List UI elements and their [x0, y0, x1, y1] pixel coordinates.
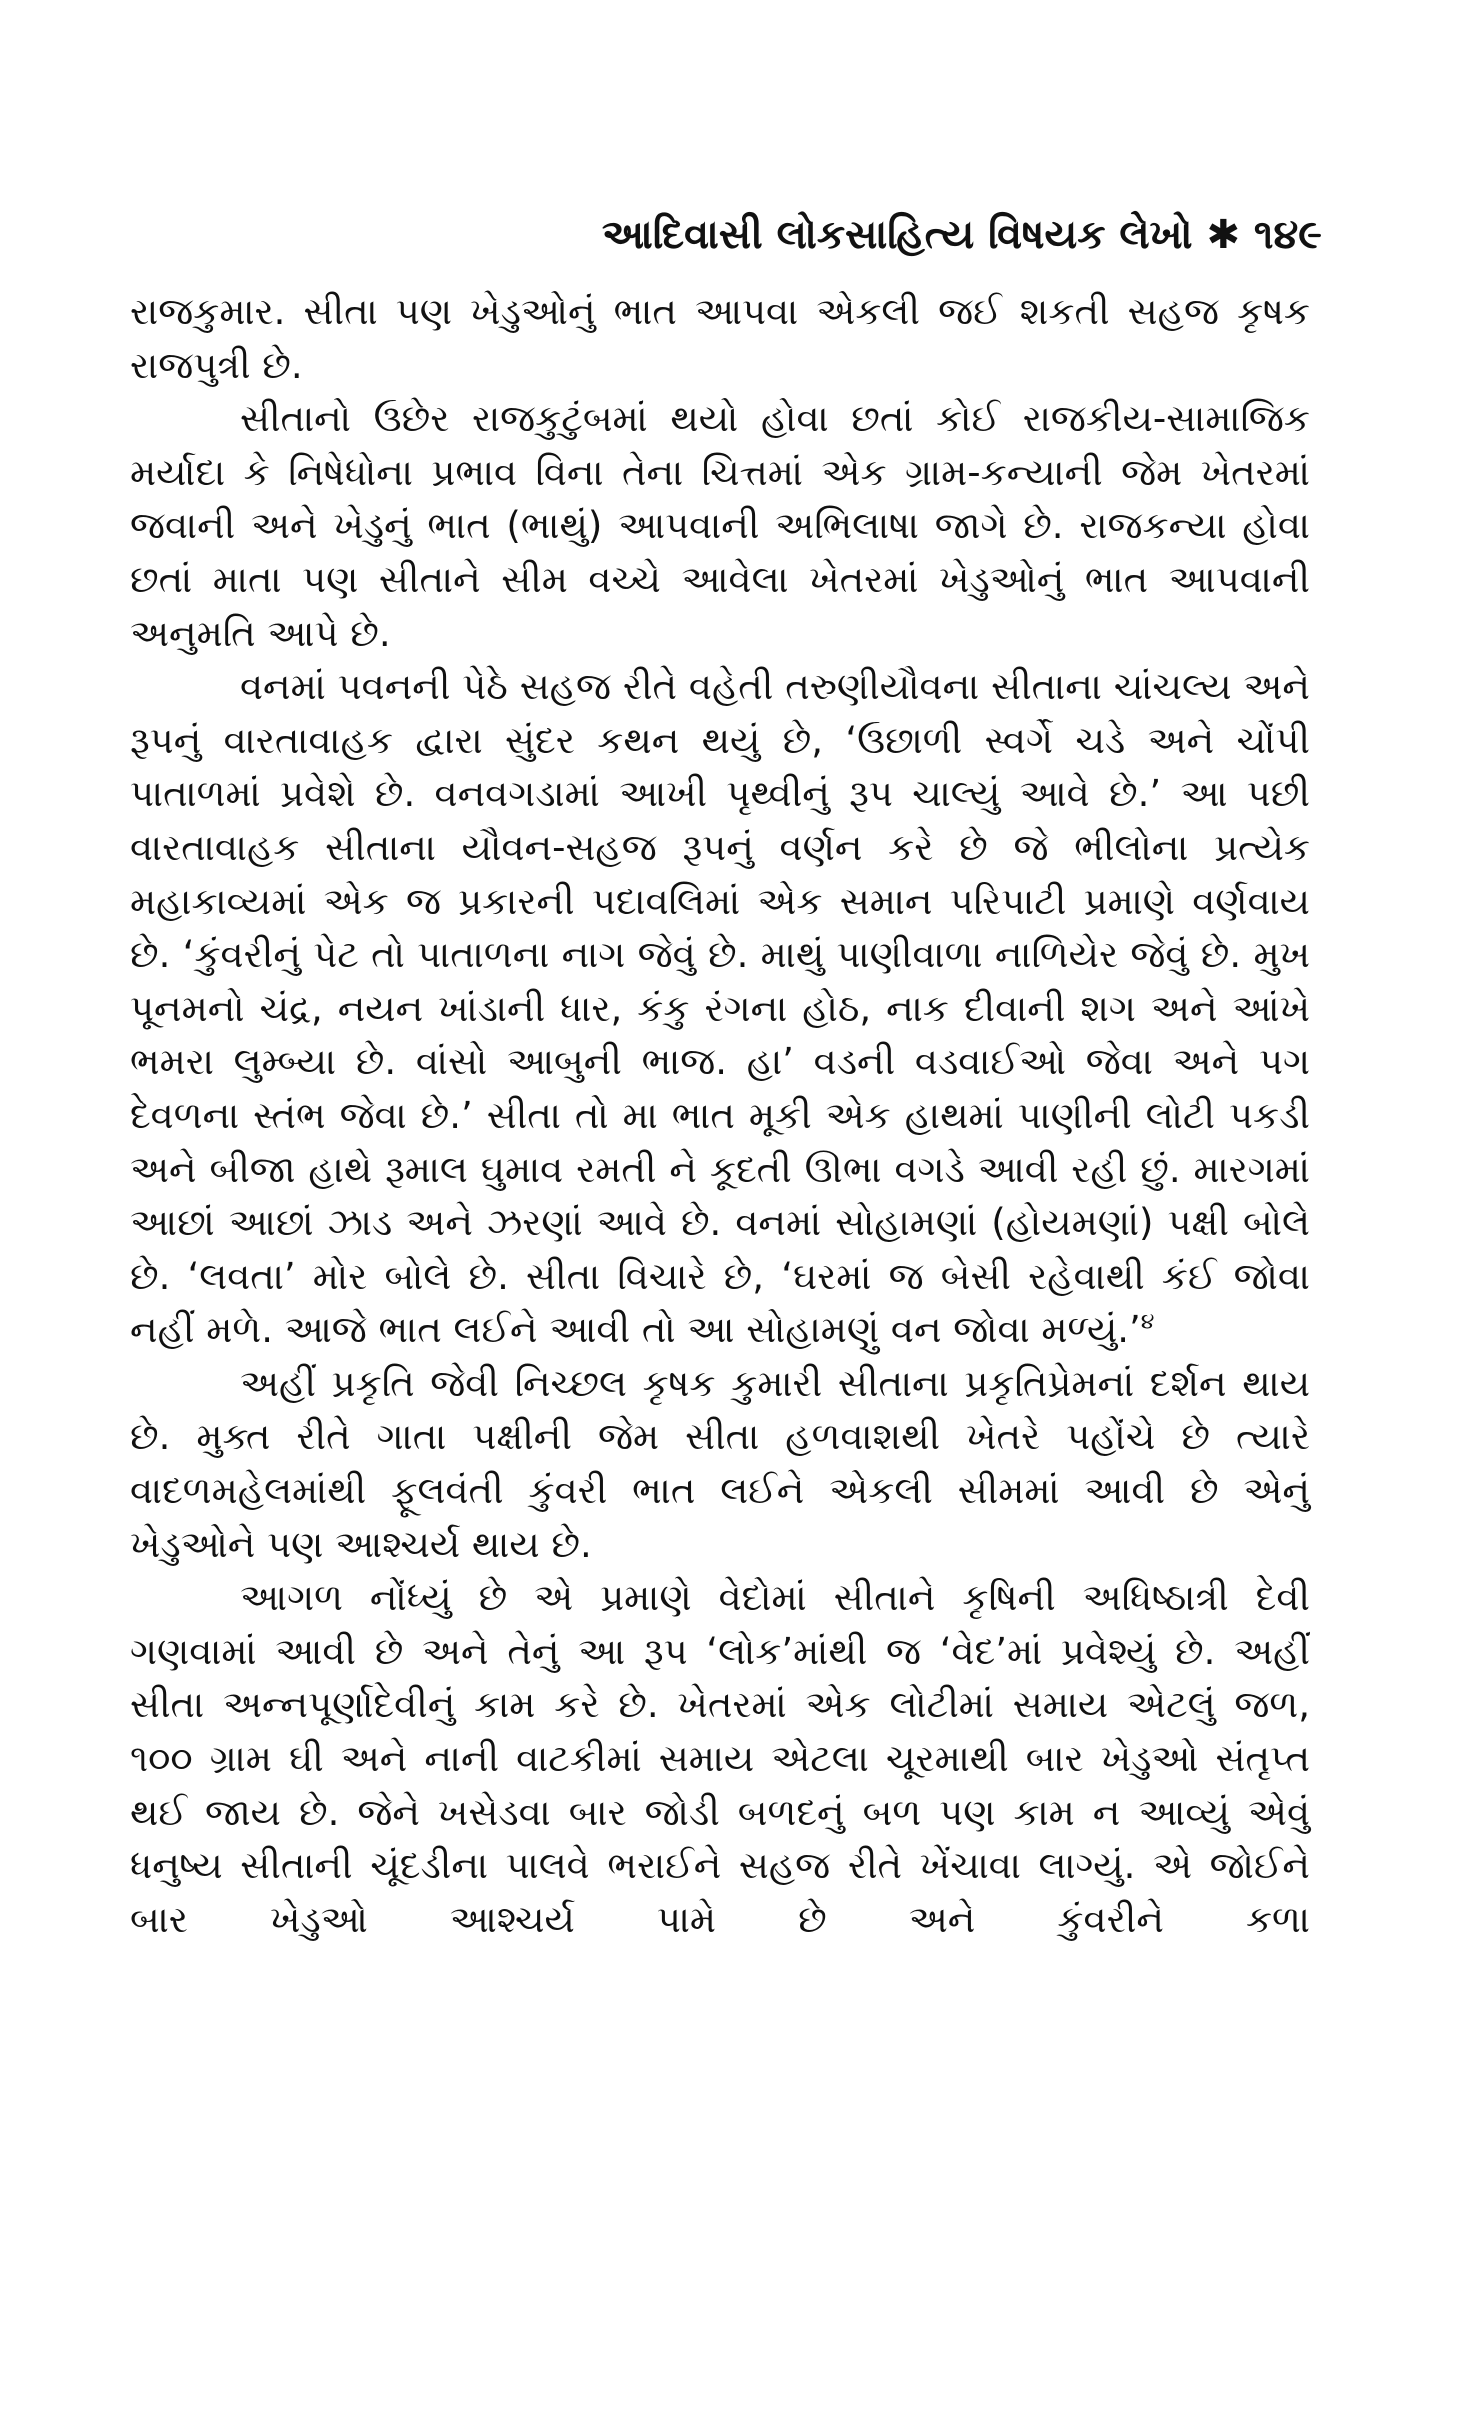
paragraph-3 — [130, 660, 1310, 1357]
asterisk-separator-icon: ✱ — [1206, 212, 1240, 258]
paragraph-4: અહીં પ્રકૃતિ જેવી નિચ્છલ કૃષક કુમારી સીતાના પ્રકૃતિપ્રેમનાં દર્શન થાય છે. મુક્ત રીતે ગાતા પક્ષીની જેમ સીતા હળવાશથી ખેતરે પહોંચે છે ત્યારે વાદળમહેલમાંથી ફૂલવંતી કુંવરી ભાત લઈને એકલી સીમમાં આવી છે એનું ખેડુઓને પણ આશ્ચર્ય થાય છે. — [130, 1361, 1310, 1566]
paragraph-3-text: વનમાં પવનની પેઠે સહજ રીતે વહેતી તરુણીયૌવના સીતાના ચાંચલ્ય અને રૂપનું વારતાવાહક દ્વારા સુંદર કથન થયું છે, ‘ઉછાળી સ્વર્ગે ચડે અને ચોંપી પાતાળમાં પ્રવેશે છે. વનવગડામાં આખી પૃથ્વીનું રૂપ ચાલ્યું આવે છે.’ આ પછી વારતાવાહક સીતાના યૌવન-સહજ રૂપનું વર્ણન કરે છે જે ભીલોના પ્રત્યેક મહાકાવ્યમાં એક જ પ્રકારની પદાવલિમાં એક સમાન પરિપાટી પ્રમાણે વર્ણવાય છે. ‘કુંવરીનું પેટ તો પાતાળના નાગ જેવું છે. માથું પાણીવાળા નાળિયેર જેવું છે. મુખ પૂનમનો ચંદ્ર, નયન ખાંડાની ધાર, કંકુ રંગના હોઠ, નાક દીવાની શગ અને આંખે ભમરા લુમ્બ્યા છે. વાંસો આબુની ભાજ. હા’ વડની વડવાઈઓ જેવા અને પગ દેવળના સ્તંભ જેવા છે.’ સીતા તો મા ભાત મૂકી એક હાથમાં પાણીની લોટી પકડી અને બીજા હાથે રૂમાલ ઘુમાવ રમતી ને કૂદતી ઊભા વગડે આવી રહી છું. મારગમાં આછાં આછાં ઝાડ અને ઝરણાં આવે છે. વનમાં સોહામણાં (હોયમણાં) પક્ષી બોલે છે. ‘લવતા’ મોર બોલે છે. સીતા વિચારે છે, ‘ઘરમાં જ બેસી રહેવાથી કંઈ જોવા નહીં મળે. આજે ભાત લઈને આવી તો આ સોહામણું વન જોવા મળ્યું.’ — [130, 665, 1310, 1352]
paragraph-2: સીતાનો ઉછેર રાજકુટુંબમાં થયો હોવા છતાં કોઈ રાજકીય-સામાજિક મર્યાદા કે નિષેધોના પ્રભાવ વિના તેના ચિત્તમાં એક ગ્રામ-કન્યાની જેમ ખેતરમાં જવાની અને ખેડુનું ભાત (ભાથું) આપવાની અભિલાષા જાગે છે. રાજકન્યા હોવા છતાં માતા પણ સીતાને સીમ વચ્ચે આવેલા ખેતરમાં ખેડુઓનું ભાત આપવાની અનુમતિ આપે છે. — [130, 397, 1310, 655]
paragraph-5: આગળ નોંધ્યું છે એ પ્રમાણે વેદોમાં સીતાને કૃષિની અધિષ્ઠાત્રી દેવી ગણવામાં આવી છે અને તેનું આ રૂપ ‘લોક’માંથી જ ‘વેદ’માં પ્રવેશ્યું છે. અહીં સીતા અન્નપૂર્ણાદેવીનું કામ કરે છે. ખેતરમાં એક લોટીમાં સમાય એટલું જળ, ૧૦૦ ગ્રામ ઘી અને નાની વાટકીમાં સમાય એટલા ચૂરમાથી બાર ખેડુઓ સંતૃપ્ત થઈ જાય છે. જેને ખસેડવા બાર જોડી બળદનું બળ પણ કામ ન આવ્યું એવું ધનુષ્ય સીતાની ચૂંદડીના પાલવે ભરાઈને સહજ રીતે ખેંચાવા લાગ્યું. એ જોઈને બાર ખેડુઓ આશ્ચર્ય પામે છે અને કુંવરીને કળા — [130, 1576, 1310, 1941]
paragraph-1: રાજકુમાર. સીતા પણ ખેડુઓનું ભાત આપવા એકલી જઈ શકતી સહજ કૃષક રાજપુત્રી છે. — [130, 290, 1310, 387]
running-head — [130, 205, 1322, 265]
page-number: ૧૪૯ — [1253, 212, 1322, 258]
body-text — [130, 285, 1310, 1946]
running-head-title: આદિવાસી લોકસાહિત્ય વિષયક લેખો — [601, 212, 1193, 258]
footnote-reference[interactable]: ૪ — [1140, 1309, 1155, 1335]
